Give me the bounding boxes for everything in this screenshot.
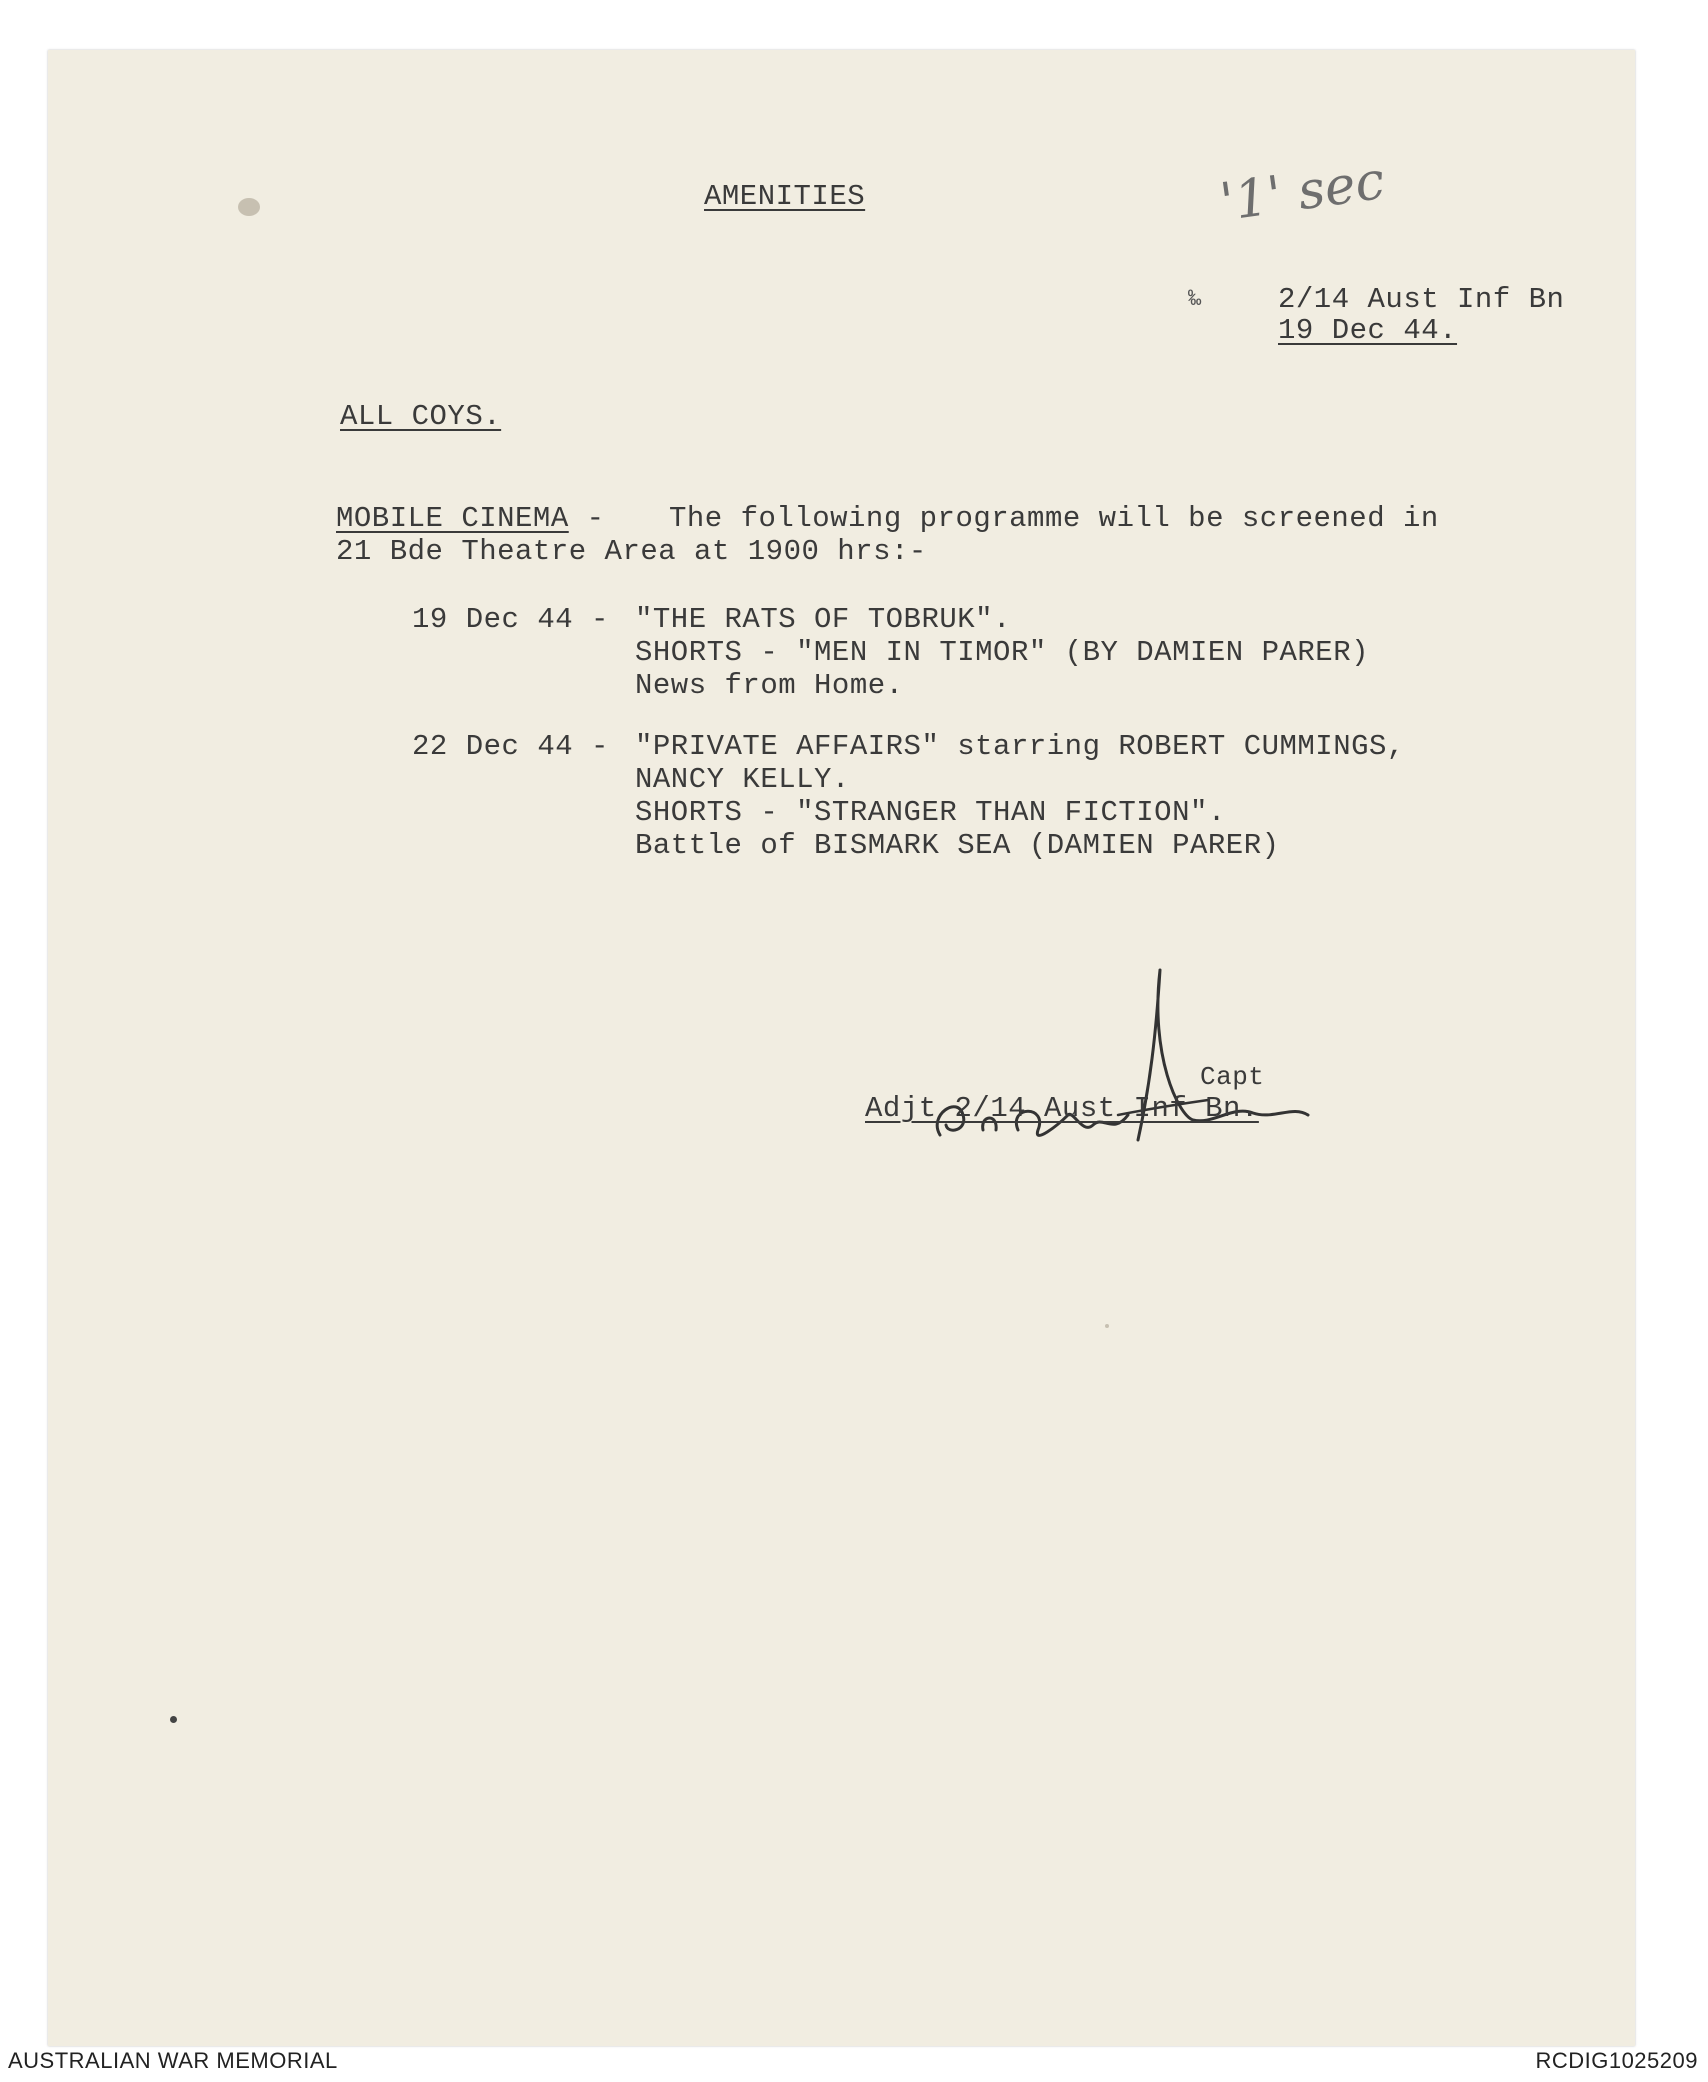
section-dash: - <box>568 502 605 535</box>
programme-date-2: 22 Dec 44 - <box>412 730 609 763</box>
unit-name: 2/14 Aust Inf Bn <box>1278 283 1565 316</box>
ink-dot <box>170 1716 177 1723</box>
programme-2-line-4: Battle of BISMARK SEA (DAMIEN PARER) <box>635 829 1280 862</box>
document-title: AMENITIES <box>704 180 866 213</box>
signature <box>888 965 1368 1165</box>
programme-1-line-1: "THE RATS OF TOBRUK". <box>635 603 1011 636</box>
programme-1-line-3: News from Home. <box>635 669 904 702</box>
programme-1-line-2: SHORTS - "MEN IN TIMOR" (BY DAMIEN PARER) <box>635 636 1370 669</box>
handwritten-note: '1' sec <box>1216 150 1389 234</box>
document-page <box>48 50 1635 2046</box>
programme-2-line-1: "PRIVATE AFFAIRS" starring ROBERT CUMMINGS, <box>635 730 1405 763</box>
programme-2-line-2: NANCY KELLY. <box>635 763 850 796</box>
paper-stain <box>238 198 260 216</box>
ink-dot <box>1105 1324 1109 1328</box>
signature-title: Adjt 2/14 Aust Inf Bn. <box>865 1092 1259 1125</box>
programme-date-1: 19 Dec 44 - <box>412 603 609 636</box>
addressee: ALL COYS. <box>340 400 502 433</box>
section-heading: MOBILE CINEMA <box>336 502 569 535</box>
footer-record-id: RCDIG1025209 <box>1535 2048 1698 2073</box>
signature-rank: Capt <box>1200 1062 1265 1092</box>
intro-line-1: The following programme will be screened in <box>669 502 1439 535</box>
footer-institution: AUSTRALIAN WAR MEMORIAL <box>8 2048 338 2073</box>
document-date: 19 Dec 44. <box>1278 314 1458 347</box>
intro-line-2: 21 Bde Theatre Area at 1900 hrs:- <box>336 535 927 568</box>
section-heading-line <box>336 502 605 535</box>
programme-2-line-3: SHORTS - "STRANGER THAN FICTION". <box>635 796 1226 829</box>
unit-prefix-mark: ‰ <box>1188 287 1202 312</box>
